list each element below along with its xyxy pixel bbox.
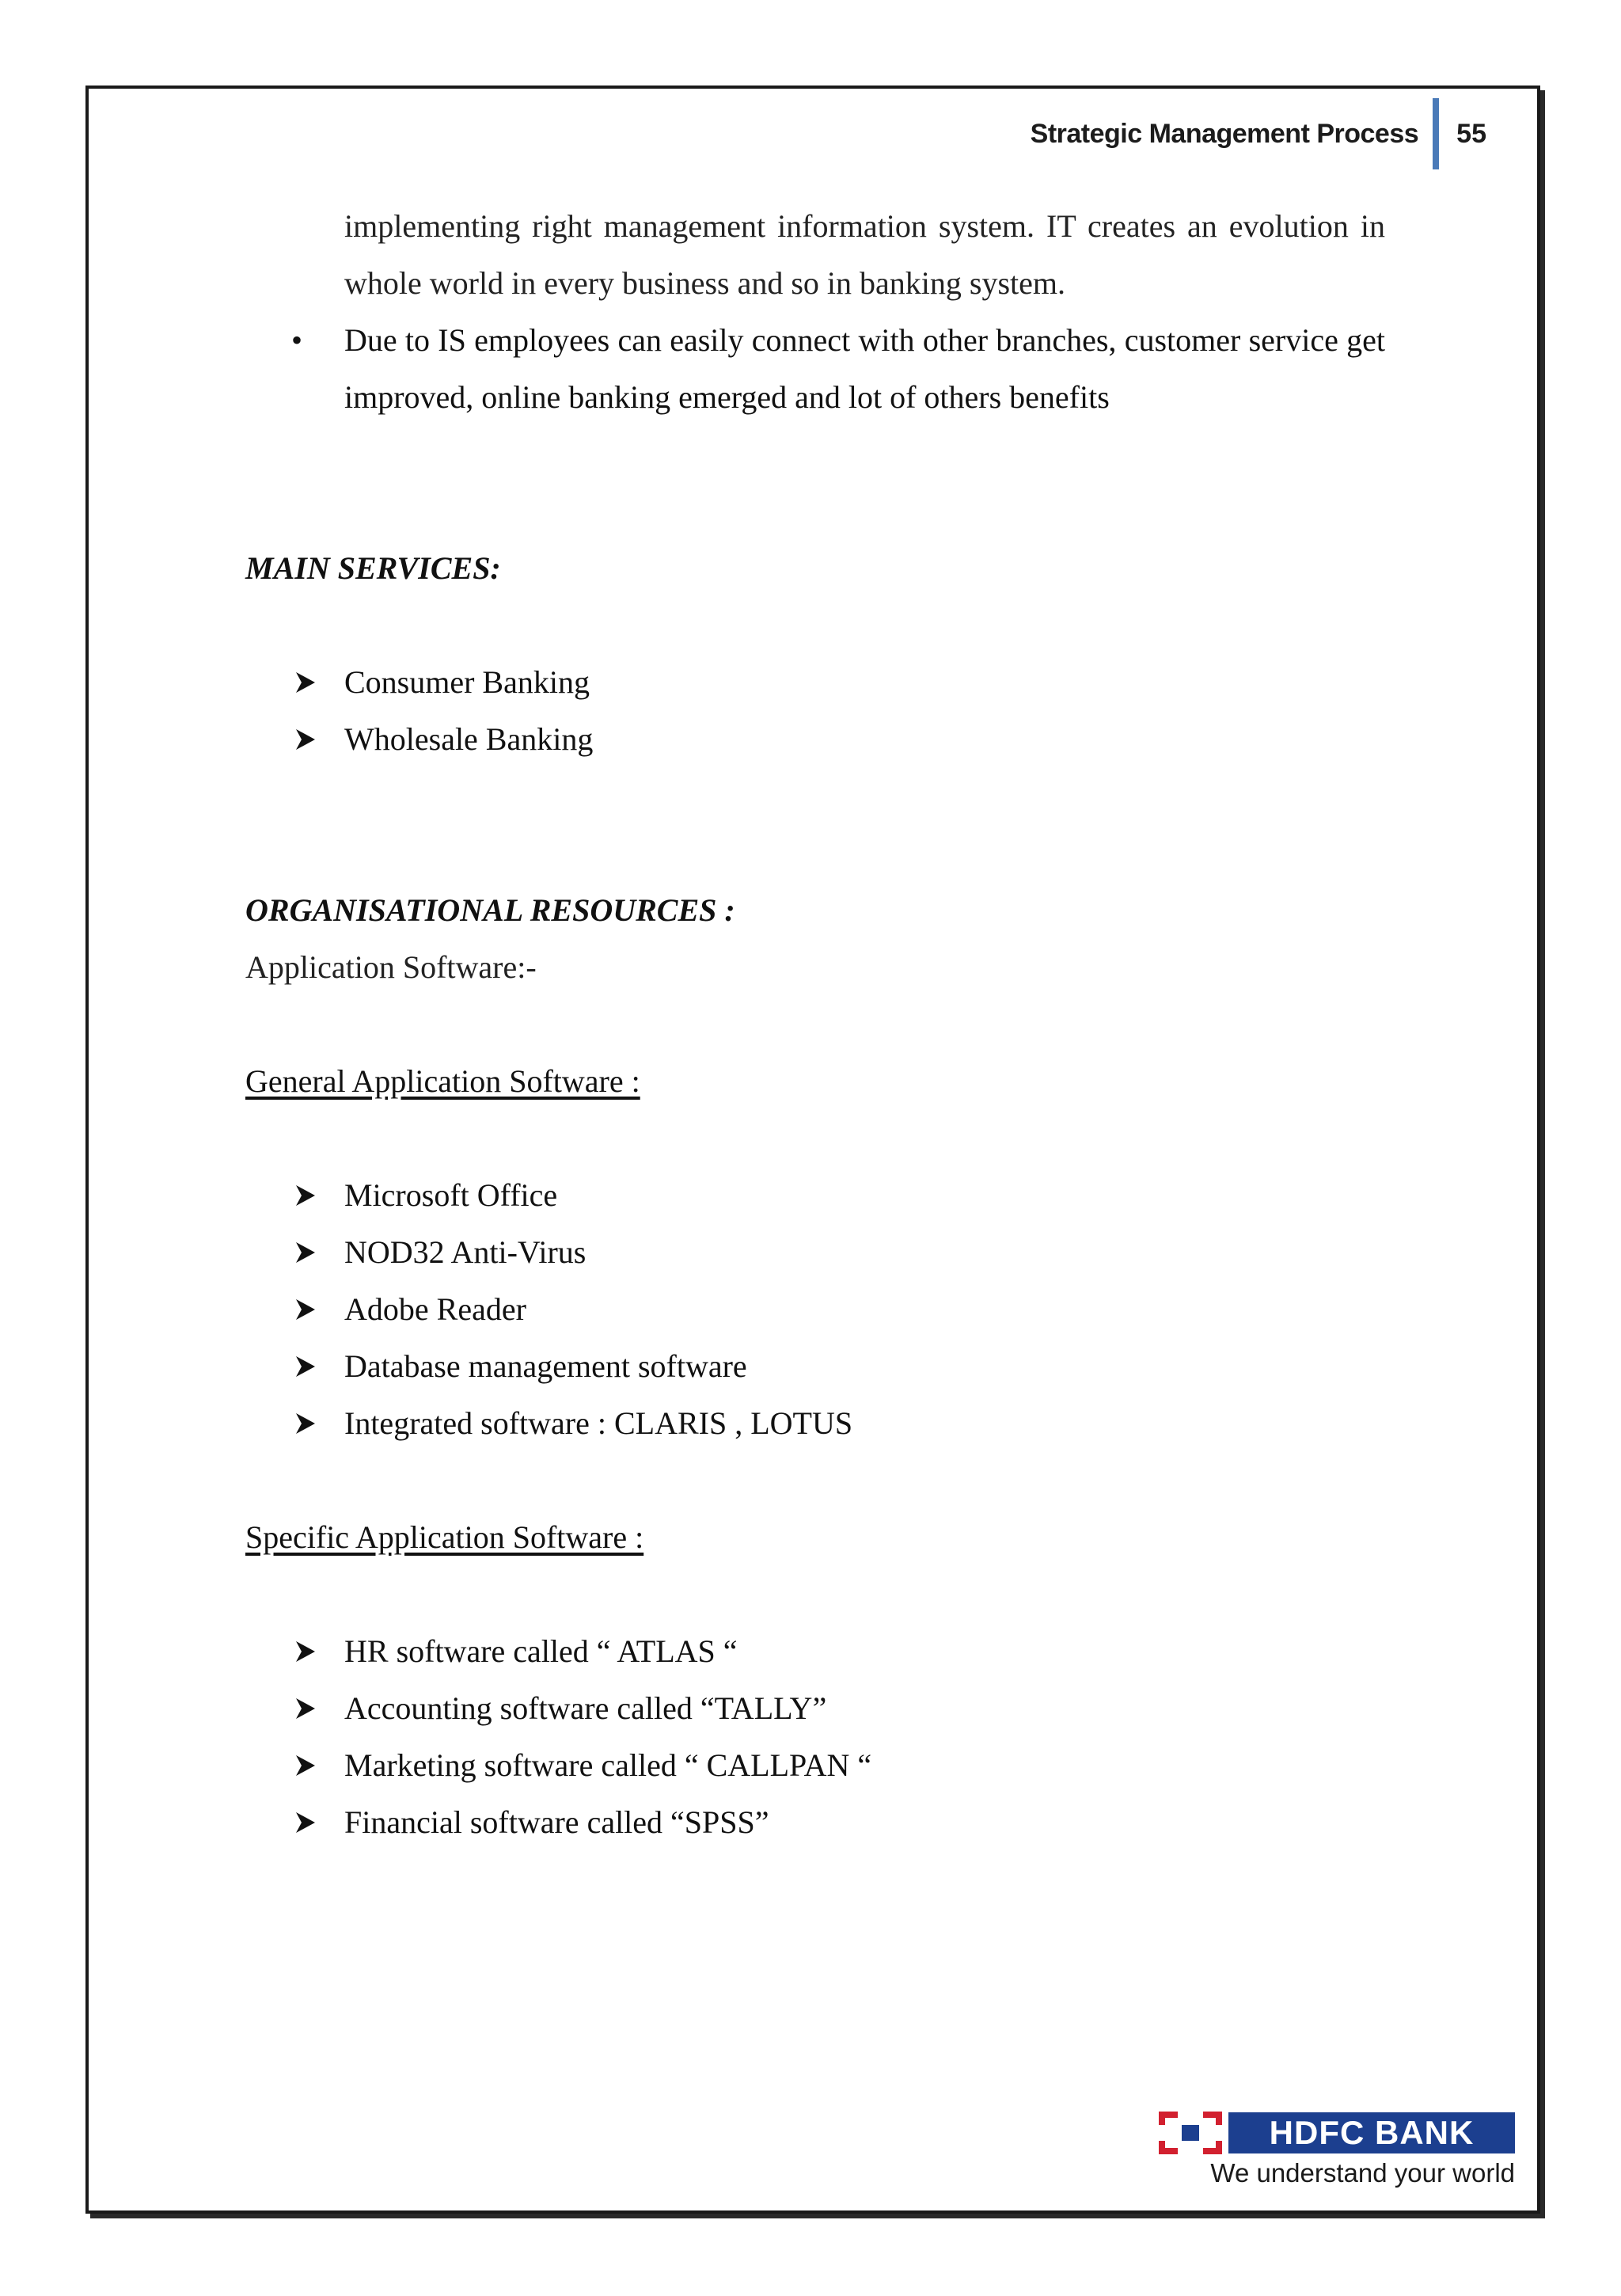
- list-item: [245, 1737, 1385, 1794]
- general-software-heading: General Application Software :: [245, 1063, 640, 1099]
- arrow-bullet-icon: [245, 1811, 344, 1834]
- arrow-bullet-icon: [245, 1298, 344, 1321]
- org-resources-subtitle: Application Software:-: [245, 949, 537, 985]
- list-item-text: Marketing software called “ CALLPAN “: [344, 1747, 872, 1783]
- main-services-heading: MAIN SERVICES:: [245, 550, 501, 586]
- arrow-bullet-icon: [245, 1184, 344, 1207]
- arrow-bullet-icon: [245, 728, 344, 751]
- hdfc-bank-logo: [1159, 2111, 1515, 2190]
- bullet-paragraph: [245, 312, 1385, 426]
- header-title: Strategic Management Process: [1030, 118, 1419, 149]
- list-item: [245, 1338, 1385, 1395]
- hdfc-emblem-icon: [1159, 2112, 1222, 2154]
- list-item-text: Database management software: [344, 1348, 747, 1384]
- arrow-bullet-icon: [245, 1697, 344, 1720]
- list-item-text: Financial software called “SPSS”: [344, 1804, 769, 1840]
- document-body: [245, 198, 1385, 1851]
- page-number: 55: [1456, 118, 1486, 149]
- list-item-text: Microsoft Office: [344, 1177, 558, 1213]
- org-resources-heading: ORGANISATIONAL RESOURCES :: [245, 892, 735, 928]
- continuation-paragraph: implementing right management information system. IT creates an evolution in whole world in every business and so in banking system.: [344, 208, 1385, 301]
- specific-software-list: [245, 1623, 1385, 1851]
- list-item: [245, 711, 1385, 768]
- arrow-bullet-icon: [245, 671, 344, 694]
- arrow-bullet-icon: [245, 1412, 344, 1435]
- list-item: [245, 1224, 1385, 1281]
- list-item-text: Adobe Reader: [344, 1291, 526, 1327]
- header-divider: [1433, 98, 1439, 169]
- list-item-text: Wholesale Banking: [344, 721, 594, 757]
- list-item: [245, 1167, 1385, 1224]
- bullet-dot: •: [291, 322, 303, 358]
- list-item-text: HR software called “ ATLAS “: [344, 1633, 738, 1669]
- arrow-bullet-icon: [245, 1640, 344, 1663]
- logo-tagline: We understand your world: [1210, 2158, 1515, 2188]
- arrow-bullet-icon: [245, 1241, 344, 1264]
- list-item-text: NOD32 Anti-Virus: [344, 1234, 587, 1270]
- page-header: [1031, 98, 1486, 169]
- list-item-text: Consumer Banking: [344, 664, 590, 700]
- logo-name: HDFC BANK: [1228, 2112, 1515, 2153]
- arrow-bullet-icon: [245, 1355, 344, 1378]
- list-item: [245, 1395, 1385, 1452]
- list-item: [245, 1281, 1385, 1338]
- list-item: [245, 654, 1385, 711]
- bullet-text: Due to IS employees can easily connect with other branches, customer service get improved, online banking emerged and lot of others benefits: [344, 322, 1385, 415]
- main-services-list: [245, 654, 1385, 768]
- list-item: [245, 1794, 1385, 1851]
- list-item: [245, 1623, 1385, 1680]
- list-item-text: Integrated software : CLARIS , LOTUS: [344, 1405, 853, 1441]
- specific-software-heading: Specific Application Software :: [245, 1519, 644, 1555]
- general-software-list: [245, 1167, 1385, 1452]
- list-item-text: Accounting software called “TALLY”: [344, 1690, 827, 1726]
- list-item: [245, 1680, 1385, 1737]
- arrow-bullet-icon: [245, 1754, 344, 1777]
